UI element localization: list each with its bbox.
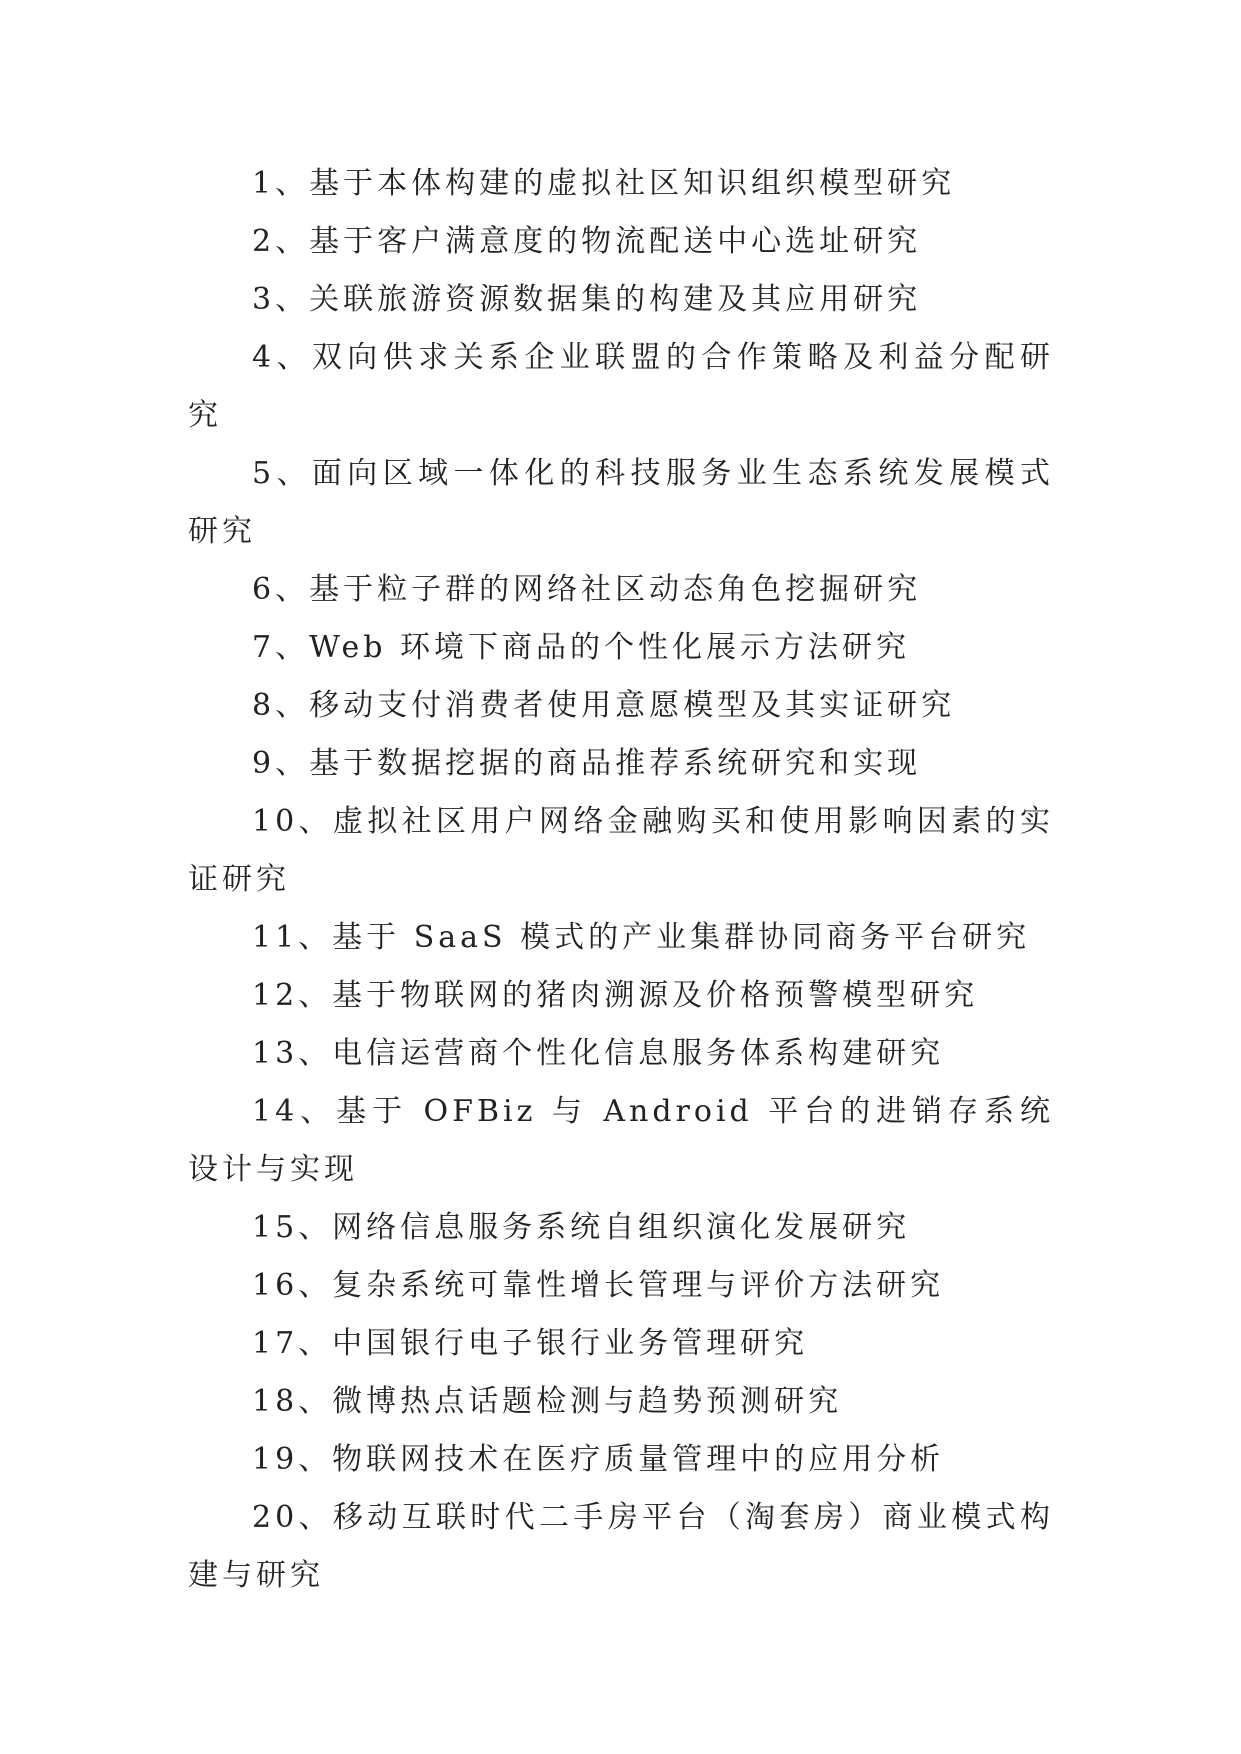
list-item: 2、基于客户满意度的物流配送中心选址研究 [252, 224, 922, 259]
list-item: 14、基于 OFBiz 与 Android 平台的进销存系统设计与实现 [188, 1094, 1054, 1187]
list-item: 13、电信运营商个性化信息服务体系构建研究 [252, 1036, 945, 1071]
list-item: 9、基于数据挖据的商品推荐系统研究和实现 [252, 746, 922, 781]
list-item: 10、虚拟社区用户网络金融购买和使用影响因素的实证研究 [188, 804, 1054, 897]
list-item: 3、关联旅游资源数据集的构建及其应用研究 [252, 282, 922, 317]
list-item: 18、微博热点话题检测与趋势预测研究 [252, 1384, 843, 1419]
list-item: 7、Web 环境下商品的个性化展示方法研究 [252, 630, 910, 665]
list-item: 5、面向区域一体化的科技服务业生态系统发展模式研究 [188, 456, 1054, 549]
list-item: 12、基于物联网的猪肉溯源及价格预警模型研究 [252, 978, 979, 1013]
list-item: 8、移动支付消费者使用意愿模型及其实证研究 [252, 688, 956, 723]
topic-list [188, 155, 1054, 1605]
list-item: 15、网络信息服务系统自组织演化发展研究 [252, 1210, 911, 1245]
list-item: 17、中国银行电子银行业务管理研究 [252, 1326, 809, 1361]
list-item: 20、移动互联时代二手房平台（淘套房）商业模式构建与研究 [188, 1500, 1054, 1593]
list-item: 19、物联网技术在医疗质量管理中的应用分析 [252, 1442, 945, 1477]
list-item: 6、基于粒子群的网络社区动态角色挖掘研究 [252, 572, 922, 607]
list-item: 11、基于 SaaS 模式的产业集群协同商务平台研究 [252, 920, 1031, 955]
list-item: 4、双向供求关系企业联盟的合作策略及利益分配研究 [188, 340, 1054, 433]
list-item: 16、复杂系统可靠性增长管理与评价方法研究 [252, 1268, 945, 1303]
list-item: 1、基于本体构建的虚拟社区知识组织模型研究 [252, 166, 956, 201]
